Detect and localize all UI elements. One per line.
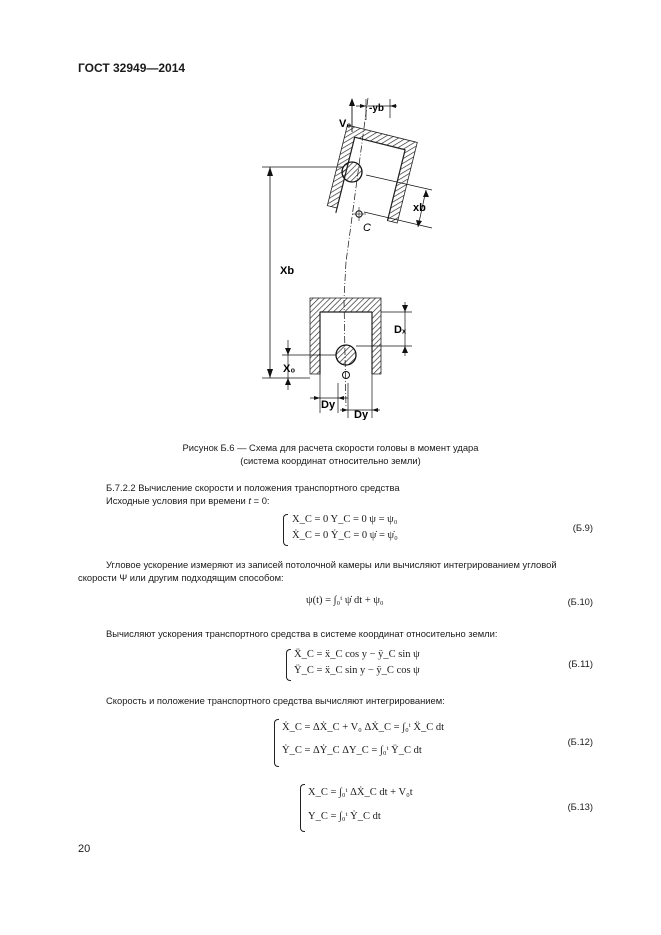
equation-b11-number: (Б.11) (568, 658, 593, 669)
upper-head-circle (342, 162, 362, 182)
figure-caption-line2: (система координат относительно земли) (240, 455, 421, 466)
initial-conditions-text: Исходные условия при времени t = 0: (106, 495, 270, 506)
equation-b11-line2: Ÿ_C = ẍ_C sin y − ÿ_C cos ψ (294, 665, 420, 676)
lower-head-circle (336, 345, 356, 365)
label-c: C (363, 222, 371, 234)
section-heading: Б.7.2.2 Вычисление скорости и положения транспортного средства (106, 482, 400, 493)
equation-b13-number: (Б.13) (567, 801, 593, 812)
equation-b13-line2: Y_C = ∫₀ᵗ Ẏ_C dt (308, 811, 381, 822)
equation-b10: ψ(t) = ∫₀ᵗ ψ̇ dt + ψ₀ (306, 595, 384, 606)
page-number: 20 (78, 843, 91, 855)
equation-b12-number: (Б.12) (567, 736, 593, 747)
equation-b9-line2: Ẋ_C = 0 Ẏ_C = 0 ψ̇ = ψ̇₀ (292, 530, 398, 541)
label-x0: X₀ (283, 363, 296, 375)
label-yb: -yb (369, 103, 384, 114)
lower-c-marker (343, 372, 350, 379)
label-xb-small: xb (413, 202, 426, 214)
velocity-paragraph: Скорость и положение транспортного средства вычисляют интегрированием: (106, 695, 445, 706)
label-dy-left: Dy (321, 399, 336, 411)
figure-caption-line1: Рисунок Б.6 — Схема для расчета скорости головы в момент удара (182, 442, 479, 453)
head-velocity-diagram (230, 88, 460, 420)
equation-b11-line1: Ẍ_C = ẍ_C cos y − ÿ_C sin ψ (294, 649, 420, 660)
label-dy-right: Dy (354, 409, 369, 420)
equation-b13-line1: X_C = ∫₀ᵗ ΔẊ_C dt + V₀t (308, 787, 413, 798)
label-xb-big: Xb (280, 265, 295, 277)
angular-accel-paragraph: Угловое ускорение измеряют из записей потолочной камеры или вычисляют интегрированием угловой скорости Ψ или другим подходящим способом: (78, 559, 557, 583)
equation-b9-line1: X_C = 0 Y_C = 0 ψ = ψ₀ (292, 514, 398, 525)
accel-paragraph: Вычисляют ускорения транспортного средства в системе координат относительно земли: (106, 628, 498, 639)
label-dx: Dₓ (394, 324, 406, 336)
equation-b12-line2: Ẏ_C = ΔẎ_C ΔY_C = ∫₀ᵗ Ÿ_C dt (282, 745, 422, 756)
equation-b10-number: (Б.10) (567, 596, 593, 607)
document-header: ГОСТ 32949—2014 (78, 61, 186, 75)
equation-b12-line1: Ẋ_C = ΔẊ_C + V₀ ΔẊ_C = ∫₀ᵗ Ẍ_C dt (282, 722, 445, 733)
label-v0: V₀ (339, 118, 352, 130)
equation-b9-number: (Б.9) (572, 522, 593, 533)
